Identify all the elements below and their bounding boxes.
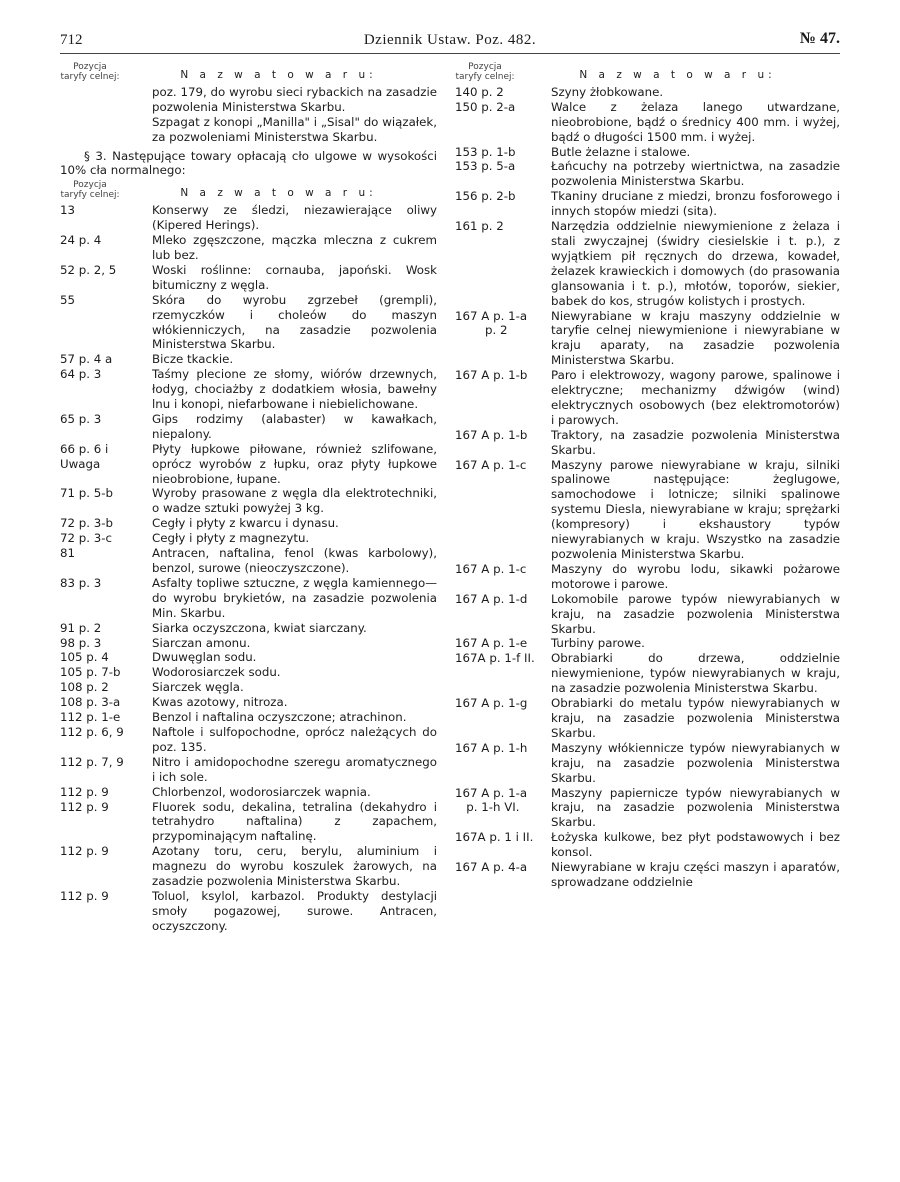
- goods-name: Lokomobile parowe typów niewyrabianych w kraju, na zasadzie pozwolenia Ministerstwa Skarbu.: [551, 591, 840, 636]
- tariff-position: 52 p. 2, 5: [60, 262, 117, 277]
- tariff-entry: [60, 486, 437, 516]
- tariff-entry: [60, 412, 437, 442]
- tariff-entry: [455, 741, 840, 786]
- tariff-position: 167 A p. 1-b: [455, 368, 528, 383]
- tariff-entry: [60, 650, 437, 665]
- tariff-position: 161 p. 2: [455, 219, 504, 234]
- tariff-position: 167A p. 1-f II.: [455, 651, 535, 666]
- tariff-position: 112 p. 7, 9: [60, 754, 124, 769]
- tariff-position: 108 p. 2: [60, 680, 109, 695]
- name-heading: N a z w a t o w a r u:: [180, 69, 377, 81]
- tariff-entry: [455, 428, 840, 458]
- tariff-entry: [60, 621, 437, 636]
- goods-name: Fluorek sodu, dekalina, tetralina (dekahydro i tetrahydro naftalina) z zapachem, przypominającym naftalinę.: [152, 799, 437, 844]
- goods-name: Turbiny parowe.: [551, 636, 645, 651]
- goods-name: Cegły i płyty z kwarcu i dynasu.: [152, 516, 339, 531]
- goods-name: Traktory, na zasadzie pozwolenia Ministerstwa Skarbu.: [551, 427, 840, 457]
- goods-name: Maszyny papiernicze typów niewyrabianych w kraju, na zasadzie pozwolenia Ministerstwa Skarbu.: [551, 785, 840, 830]
- tariff-position: 167 A p. 1-b: [455, 427, 528, 442]
- goods-name: Tkaniny druciane z miedzi, bronzu fosforowego i innych stopów miedzi (sita).: [551, 189, 840, 219]
- position-heading: Pozycja taryfy celnej:: [60, 62, 120, 82]
- goods-name: Toluol, ksylol, karbazol. Produkty destylacji smoły pogazowej, surowe. Antracen, oczyszczony.: [152, 888, 437, 933]
- tariff-entry: [455, 860, 840, 890]
- goods-name: Niewyrabiane w kraju maszyny oddzielnie w taryfie celnej niewymienione i niewyrabiane w kraju aparaty, na zasadzie pozwolenia Ministerstwa Skarbu.: [551, 308, 840, 368]
- position-heading: Pozycja taryfy celnej:: [60, 180, 120, 201]
- tariff-entry: [60, 203, 437, 233]
- tariff-position: 167 A p. 1-e: [455, 636, 528, 651]
- goods-name: Łańcuchy na potrzeby wiertnictwa, na zasadzie pozwolenia Ministerstwa Skarbu.: [551, 159, 840, 189]
- goods-name: Wodorosiarczek sodu.: [152, 665, 281, 680]
- tariff-position: 167 A p. 1-d: [455, 591, 528, 606]
- tariff-position: 167 A p. 4-a: [455, 860, 528, 875]
- goods-name: Bicze tkackie.: [152, 352, 234, 367]
- tariff-position: 65 p. 3: [60, 411, 102, 426]
- goods-name: Cegły i płyty z magnezytu.: [152, 531, 310, 546]
- goods-name: Nitro i amidopochodne szeregu aromatycznego i ich sole.: [152, 754, 437, 784]
- name-heading: N a z w a t o w a r u:: [180, 187, 377, 200]
- tariff-entry: [455, 145, 840, 160]
- tariff-list: [455, 85, 840, 890]
- tariff-entry: [455, 651, 840, 696]
- tariff-entry: [455, 696, 840, 741]
- header-rule: [60, 53, 840, 54]
- tariff-position: 66 p. 6 i Uwaga: [60, 441, 109, 471]
- tariff-entry: [455, 786, 840, 831]
- goods-name: Obrabiarki do drzewa, oddzielnie niewymienione, typów niewyrabianych w kraju, na zasadzie pozwolenia Ministerstwa Skarbu.: [551, 651, 840, 696]
- tariff-entry: [60, 367, 437, 412]
- goods-name: Dwuwęglan sodu.: [152, 650, 257, 665]
- tariff-entry: [60, 546, 437, 576]
- tariff-position: 112 p. 9: [60, 888, 109, 903]
- goods-name: Kwas azotowy, nitroza.: [152, 695, 288, 710]
- tariff-position: 112 p. 6, 9: [60, 724, 124, 739]
- tariff-position: 91 p. 2: [60, 620, 102, 635]
- section-paragraph: § 3. Następujące towary opłacają cło ulgowe w wysokości 10% cła normalnego:: [60, 148, 437, 178]
- issue-number: № 47.: [799, 30, 840, 47]
- goods-name: Naftole i sulfopochodne, oprócz należących do poz. 135.: [152, 724, 437, 754]
- tariff-position: 112 p. 9: [60, 784, 109, 799]
- tariff-position: 150 p. 2-a: [455, 99, 516, 114]
- goods-name: Gips rodzimy (alabaster) w kawałkach, niepalony.: [152, 411, 437, 441]
- goods-name: Wyroby prasowane z węgla dla elektrotechniki, o wadze sztuki powyżej 3 kg.: [152, 486, 437, 516]
- position-heading: Pozycja taryfy celnej:: [455, 62, 515, 82]
- name-heading: N a z w a t o w a r u:: [579, 69, 776, 81]
- tariff-position: 167 A p. 1-g: [455, 696, 528, 711]
- column-header: [60, 180, 437, 201]
- goods-name: Asfalty topliwe sztuczne, z węgla kamiennego—do wyrobu brykietów, na zasadzie pozwolenia Min. Skarbu.: [152, 575, 437, 620]
- goods-name: Maszyny do wyrobu lodu, sikawki pożarowe motorowe i parowe.: [551, 561, 840, 591]
- tariff-entry: [60, 844, 437, 889]
- tariff-entry: [60, 695, 437, 710]
- tariff-position: 57 p. 4 a: [60, 352, 113, 367]
- tariff-entry: [455, 189, 840, 219]
- goods-name: Konserwy ze śledzi, niezawierające oliwy (Kipered Herings).: [152, 203, 437, 233]
- goods-name: Butle żelazne i stalowe.: [551, 144, 691, 159]
- tariff-entry: [455, 219, 840, 308]
- continued-entry: poz. 179, do wyrobu sieci rybackich na zasadzie pozwolenia Ministerstwa Skarbu.: [152, 84, 437, 114]
- tariff-position: 167 A p. 1-a p. 2: [455, 308, 528, 338]
- goods-name: Siarka oczyszczona, kwiat siarczany.: [152, 620, 367, 635]
- tariff-entry: [60, 710, 437, 725]
- tariff-position: 112 p. 9: [60, 799, 109, 814]
- tariff-position: 156 p. 2-b: [455, 189, 516, 204]
- goods-name: Maszyny parowe niewyrabiane w kraju, silniki spalinowe następujące: żeglugowe, samochodowe i lotnicze; silniki spalinowe systemu Diesla, niewyrabiane w kraju; sprężarki (kompresory) i ekshaustory typów niewyrabianych w kraju. Wszystko na zasadzie pozwolenia Ministerstwa Skarbu.: [551, 457, 840, 561]
- tariff-position: 167 A p. 1-c: [455, 457, 527, 472]
- goods-name: Skóra do wyrobu zgrzebeł (grempli), rzemyczków i choleów do maszyn włókienniczych, na zasadzie pozwolenia Ministerstwa Skarbu.: [152, 292, 437, 352]
- goods-name: Chlorbenzol, wodorosiarczek wapnia.: [152, 784, 371, 799]
- goods-name: Taśmy plecione ze słomy, wiórów drzewnych, łodyg, chociażby z dodatkiem włosia, bawełny lnu i konopi, niefarbowane i niebielichowane.: [152, 367, 437, 412]
- right-column: [455, 62, 840, 890]
- tariff-position: 83 p. 3: [60, 575, 102, 590]
- goods-name: Paro i elektrowozy, wagony parowe, spalinowe i elektryczne; mechanizmy dźwigów (wind) elektrycznych osobowych (bez elektromotorów) i parowych.: [551, 368, 840, 427]
- tariff-entry: [455, 159, 840, 189]
- tariff-entry: [60, 233, 437, 263]
- goods-name: Siarczan amonu.: [152, 635, 251, 650]
- tariff-entry: [60, 800, 437, 845]
- tariff-position: 153 p. 5-a: [455, 159, 516, 174]
- tariff-position: 72 p. 3-c: [60, 531, 112, 546]
- page-header: [60, 30, 840, 52]
- goods-name: Obrabiarki do metalu typów niewyrabianych w kraju, na zasadzie pozwolenia Ministerstwa Skarbu.: [551, 696, 840, 740]
- goods-name: Szyny żłobkowane.: [551, 84, 664, 99]
- tariff-entry: [455, 592, 840, 637]
- tariff-position: 105 p. 7-b: [60, 665, 121, 680]
- tariff-entry: [60, 665, 437, 680]
- tariff-position: 81: [60, 546, 76, 561]
- tariff-list: [60, 203, 437, 933]
- tariff-entry: [60, 531, 437, 546]
- tariff-entry: [60, 636, 437, 651]
- tariff-position: 140 p. 2: [455, 84, 504, 99]
- tariff-position: 24 p. 4: [60, 233, 102, 248]
- tariff-entry: [60, 680, 437, 695]
- tariff-position: 64 p. 3: [60, 367, 102, 382]
- goods-name: Siarczek węgla.: [152, 680, 244, 695]
- tariff-entry: [60, 755, 437, 785]
- tariff-entry: [60, 725, 437, 755]
- tariff-entry: [455, 636, 840, 651]
- tariff-entry: [455, 368, 840, 428]
- goods-name: Antracen, naftalina, fenol (kwas karbolowy), benzol, surowe (nieoczyszczone).: [152, 546, 437, 575]
- tariff-entry: [60, 576, 437, 621]
- tariff-entry: [455, 100, 840, 145]
- goods-name: Maszyny włókiennicze typów niewyrabianych w kraju, na zasadzie pozwolenia Ministerstwa Skarbu.: [551, 740, 840, 785]
- tariff-entry: [60, 263, 437, 293]
- tariff-entry: [455, 309, 840, 369]
- tariff-entry: [60, 442, 437, 487]
- tariff-entry: [60, 889, 437, 934]
- tariff-position: 108 p. 3-a: [60, 695, 121, 710]
- page-number: 712: [60, 32, 83, 48]
- tariff-entry: [455, 830, 840, 860]
- goods-name: Azotany toru, ceru, berylu, aluminium i magnezu do wyrobu koszulek żarowych, na zasadzie pozwolenia Ministerstwa Skarbu.: [152, 844, 437, 889]
- tariff-position: 71 p. 5-b: [60, 486, 113, 501]
- journal-title: Dziennik Ustaw. Poz. 482.: [363, 32, 537, 48]
- continued-entry: Szpagat z konopi „Manilla" i „Sisal" do wiązałek, za pozwoleniami Ministerstwa Skarbu.: [152, 114, 437, 144]
- tariff-position: 112 p. 9: [60, 844, 109, 859]
- tariff-position: 98 p. 3: [60, 635, 102, 650]
- tariff-position: 105 p. 4: [60, 650, 109, 665]
- column-header: [60, 62, 437, 83]
- tariff-position: 13: [60, 203, 76, 218]
- tariff-entry: [455, 85, 840, 100]
- column-header: [455, 62, 840, 83]
- tariff-entry: [60, 516, 437, 531]
- tariff-position: 167 A p. 1-a p. 1-h VI.: [455, 785, 528, 815]
- tariff-position: 167 A p. 1-c: [455, 561, 527, 576]
- tariff-position: 153 p. 1-b: [455, 144, 516, 159]
- tariff-entry: [455, 562, 840, 592]
- goods-name: Narzędzia oddzielnie niewymienione z żelaza i stali zwyczajnej (świdry ciesielskie i t. p.), z wyjątkiem pił ręcznych do drzewa, kowadeł, żelazek krawieckich i domowych (do prasowania glansowania i t. p.), młotów, toporów, siekier, babek do kos, strugów kolistych i prostych.: [551, 219, 840, 308]
- goods-name: Benzol i naftalina oczyszczone; atrachinon.: [152, 710, 407, 725]
- tariff-entry: [60, 785, 437, 800]
- goods-name: Niewyrabiane w kraju części maszyn i aparatów, sprowadzane oddzielnie: [551, 860, 840, 889]
- tariff-position: 72 p. 3-b: [60, 516, 113, 531]
- tariff-entry: [60, 293, 437, 353]
- tariff-entry: [60, 352, 437, 367]
- tariff-entry: [455, 458, 840, 562]
- goods-name: Łożyska kulkowe, bez płyt podstawowych i bez konsol.: [551, 830, 840, 860]
- goods-name: Płyty łupkowe piłowane, również szlifowane, oprócz wyrobów z łupku, oraz płyty łupkowe nieobrobione, łupane.: [152, 441, 437, 486]
- tariff-position: 55: [60, 292, 76, 307]
- goods-name: Walce z żelaza lanego utwardzane, nieobrobione, bądź o średnicy 400 mm. i wyżej, bądź o długości 1500 mm. i wyżej.: [551, 99, 840, 144]
- tariff-position: 167A p. 1 i II.: [455, 830, 534, 845]
- goods-name: Woski roślinne: cornauba, japoński. Wosk bitumiczny z węgla.: [152, 262, 437, 292]
- tariff-position: 167 A p. 1-h: [455, 740, 528, 755]
- left-column: [60, 62, 437, 934]
- tariff-position: 112 p. 1-e: [60, 710, 121, 725]
- goods-name: Mleko zgęszczone, mączka mleczna z cukrem lub bez.: [152, 233, 437, 262]
